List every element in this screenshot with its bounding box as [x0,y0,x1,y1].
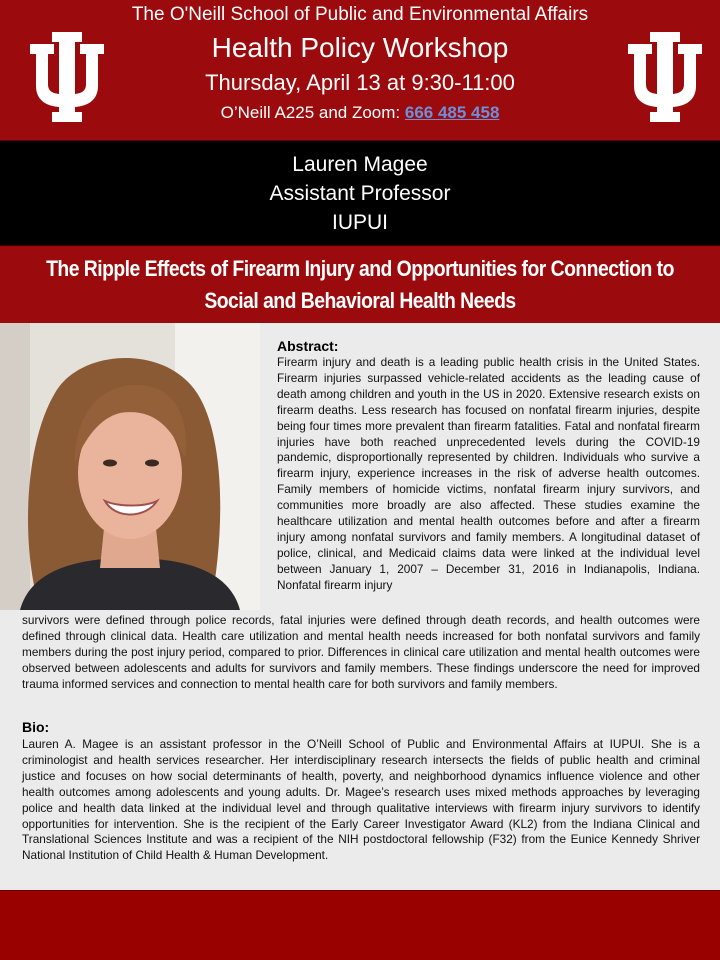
abstract-heading: Abstract: [277,338,339,354]
speaker-name: Lauren Magee [292,153,428,176]
location-text: O’Neill A225 and Zoom: [220,103,405,122]
event-header [0,0,720,141]
talk-title-band [0,245,720,324]
speaker-role: Assistant Professor [269,182,451,205]
talk-title-line-1: The Ripple Effects of Firearm Injury and Opportunities for Connection to [46,256,674,281]
event-datetime: Thursday, April 13 at 9:30-11:00 [205,70,515,95]
zoom-link[interactable]: 666 485 458 [404,103,500,122]
bio-text: Lauren A. Magee is an assistant professor in the O’Neill School of Public and Environmental Affairs at IUPUI. She is a criminologist and health services researcher. Her interdisciplinary research intersects the fields of public health and criminal justice and focuses on how social determinants of health, poverty, and neighborhood dynamics influence violence and other health outcomes among adolescents and young adults. Dr. Magee’s research uses mixed methods approaches by leveraging police and health data linked at the individual level and through qualitative interviews with firearm injury survivors to identify opportunities for intervention. She is the recipient of the Early Career Investigator Award (KL2) from the Indiana Clinical and Translational Sciences Institute and was a recipient of the NIH postdoctoral fellowship (F32) from the Eunice Kennedy Shriver National Institution of Child Health & Human Development. [22,737,700,863]
speaker-photo [0,323,260,610]
talk-title-line-2: Social and Behavioral Health Needs [204,288,516,313]
footer-band [0,890,720,960]
speaker-institution: IUPUI [331,211,388,234]
abstract-text-bottom: survivors were defined through police records, fatal injuries were defined through death records, and health outcomes were defined through clinical data. Health care utilization and mental health needs increased for both nonfatal survivors and family members during the post injury period, compared to prior. Differences in clinical care utilization and mental health outcomes were observed between adolescents and adults for survivors and family members. These findings underscore the need for improved trauma informed services and connection to mental health care for both survivors and family members. [22,613,700,691]
abstract-text-top: Firearm injury and death is a leading public health crisis in the United States. Firearm injuries surpassed vehicle-related accidents as the leading cause of death among children and youth in the US in 2020. Extensive research exists on firearm deaths. Less research has focused on nonfatal firearm injuries, despite being four times more prevalent than firearm fatalities. Fatal and nonfatal firearm injuries have both reached unprecedented levels during the COVID-19 pandemic, disproportionally represented by children. Individuals who survive a firearm injury, experience increases in the risk of adverse health outcomes. Family members of homicide victims, nonfatal firearm injury survivors, and communities more broadly are also affected. These studies examine the healthcare utilization and mental health outcomes before and after a firearm injury among nonfatal survivors and family members. A longitudinal dataset of police, clinical, and Medicaid claims data were linked at the individual level between January 1, 2007 – December 31, 2016 in Indianapolis, Indiana. Nonfatal firearm injury [277,355,700,592]
content-panel [0,323,720,890]
bio-heading: Bio: [22,719,50,735]
speaker-band [0,141,720,245]
event-location [0,103,720,123]
school-name: The O'Neill School of Public and Environmental Affairs [131,4,589,25]
workshop-title: Health Policy Workshop [211,32,509,63]
